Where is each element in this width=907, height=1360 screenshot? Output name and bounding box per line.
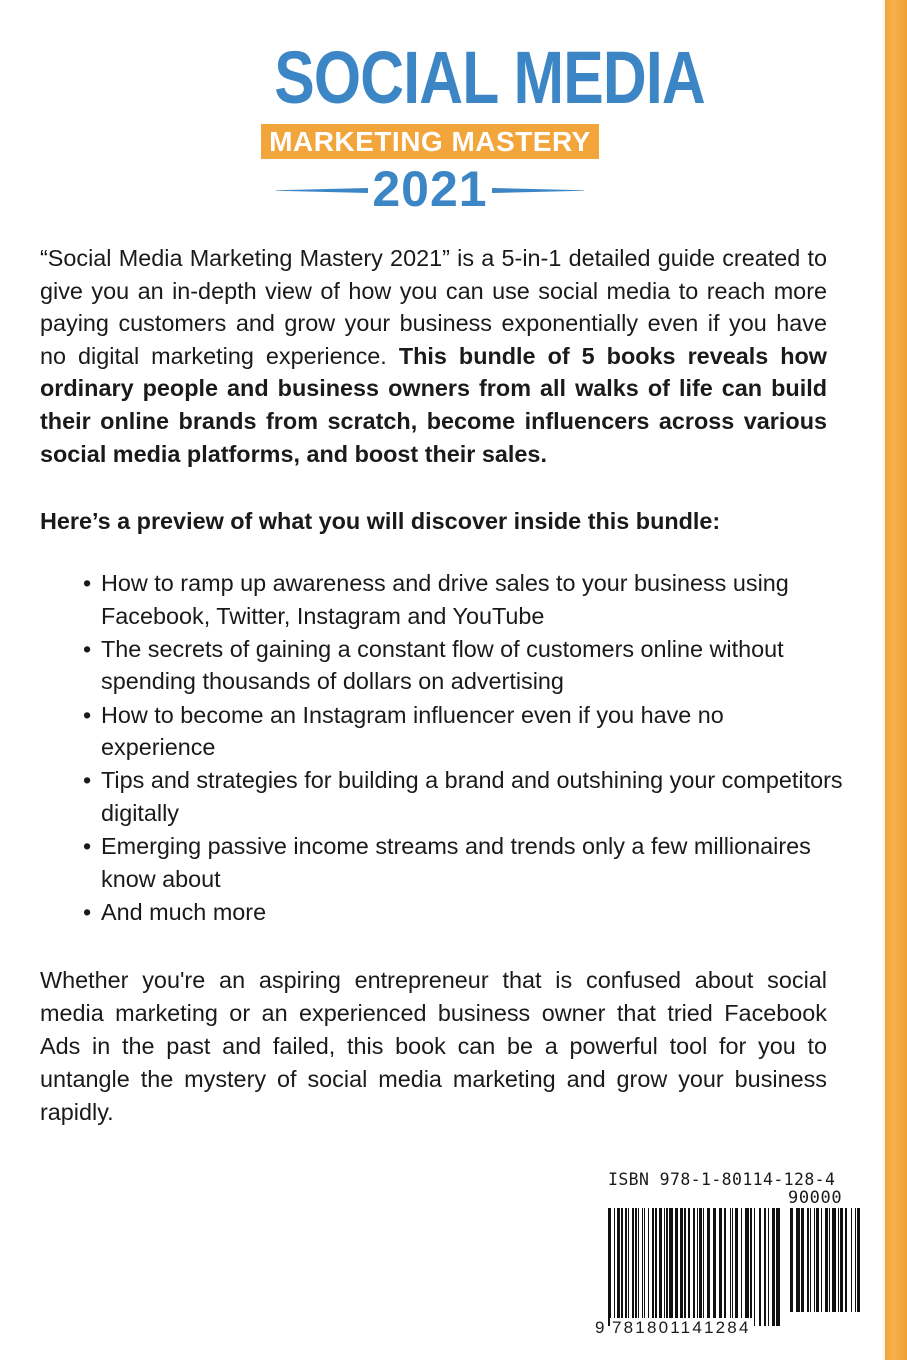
- barcode-bar: [829, 1208, 830, 1312]
- barcode-bar: [821, 1208, 822, 1312]
- ean-first-digit: 9: [595, 1318, 605, 1337]
- list-item-text: Tips and strategies for building a brand and outshining your competitors digitally: [101, 767, 843, 826]
- barcode-bar: [735, 1208, 738, 1326]
- barcode-bar: [628, 1208, 629, 1326]
- list-item: [83, 830, 843, 895]
- barcode-bar: [772, 1208, 775, 1326]
- list-item: [83, 764, 843, 829]
- barcode-bar: [659, 1208, 662, 1326]
- title-main: SOCIAL MEDIA: [274, 36, 705, 119]
- list-item-text: The secrets of gaining a constant flow of customers online without spending thousands of dollars on advertising: [101, 635, 784, 695]
- barcode-bar: [832, 1208, 836, 1312]
- barcode-bar: [713, 1208, 716, 1326]
- intro-bold: This bundle of 5 books reveals how ordinary people and business owners from all walks of life can build their online brands from scratch, become influencers across various social media platforms, and boost their sales.: [40, 342, 827, 467]
- barcode-bar: [707, 1208, 710, 1326]
- ean-digits: 781801141284: [612, 1318, 751, 1337]
- barcode-bar: [857, 1208, 860, 1312]
- bullet-dot-icon: •: [83, 898, 92, 925]
- barcode-bar: [684, 1208, 686, 1326]
- barcode-bar: [680, 1208, 683, 1326]
- barcode-bar: [741, 1208, 742, 1326]
- title-sub: MARKETING MASTERY: [269, 126, 591, 157]
- barcode-bar: [796, 1208, 800, 1312]
- bullet-dot-icon: •: [83, 635, 92, 662]
- barcode-bar: [816, 1208, 819, 1312]
- barcode-bar: [776, 1208, 780, 1326]
- barcode-bar: [675, 1208, 678, 1326]
- barcode-bar: [638, 1208, 639, 1326]
- year-row: [240, 163, 620, 215]
- barcode-bar: [617, 1208, 620, 1326]
- barcode-bar: [644, 1208, 645, 1326]
- barcode-bar: [840, 1208, 843, 1312]
- barcode-bar: [790, 1208, 793, 1312]
- barcode-bar: [838, 1208, 839, 1312]
- closing-paragraph: Whether you're an aspiring entrepreneur that is confused about social media marketing or an experienced business owner that tried Facebook Ads in the past and failed, this book can be a powerful tool for you to untangle the mystery of social media marketing and grow your business rapidly.: [40, 967, 827, 1125]
- barcode-bar: [732, 1208, 733, 1326]
- list-item: [83, 567, 843, 632]
- barcode-bar: [693, 1208, 695, 1326]
- barcode-bar: [642, 1208, 643, 1326]
- bullet-dot-icon: •: [83, 833, 92, 860]
- barcode-bar: [697, 1208, 698, 1326]
- barcode-bar: [625, 1208, 627, 1326]
- barcode-bar: [648, 1208, 649, 1326]
- list-item-text: How to ramp up awareness and drive sales to your business using Facebook, Twitter, Instagram and YouTube: [101, 570, 789, 629]
- barcode-bar: [724, 1208, 726, 1326]
- spine-stripe: [885, 0, 907, 1360]
- barcode-bar: [614, 1208, 615, 1326]
- barcode-bar: [688, 1208, 690, 1326]
- isbn-text: ISBN 978-1-80114-128-4: [608, 1170, 836, 1189]
- barcode-bar: [664, 1208, 665, 1326]
- intro-paragraph: [40, 242, 827, 470]
- list-item-text: And much more: [101, 898, 267, 925]
- barcode-bar: [745, 1208, 749, 1326]
- barcode-bar: [845, 1208, 847, 1312]
- barcode-bar: [666, 1208, 668, 1326]
- cover-title-block: [240, 36, 705, 217]
- bullet-dot-icon: •: [83, 701, 92, 728]
- barcode-bar: [764, 1208, 766, 1326]
- price-code: 90000: [788, 1188, 843, 1208]
- list-item: [83, 896, 843, 929]
- barcode-bar: [754, 1208, 755, 1326]
- barcode-bar: [635, 1208, 637, 1326]
- barcode-bar: [759, 1208, 761, 1326]
- barcode-bar: [669, 1208, 673, 1326]
- bullet-dot-icon: •: [83, 570, 92, 596]
- barcode-bar: [632, 1208, 634, 1326]
- list-item: [83, 633, 843, 698]
- intro-regular: “Social Media Marketing Mastery 2021” is a 5-in-1 detailed guide created to give you an in-depth view of how you can use social media to reach more paying customers and grow your business exponentially even if you have no digital marketing experience.: [40, 245, 827, 369]
- barcode-bar: [851, 1208, 852, 1312]
- title-sub-banner: [261, 124, 599, 159]
- list-item-text: Emerging passive income streams and trends only a few millionaires know about: [101, 833, 811, 892]
- barcode-bar: [730, 1208, 731, 1326]
- barcode-bar: [703, 1208, 704, 1326]
- barcode-bar: [855, 1208, 856, 1312]
- title-year: 2021: [372, 161, 488, 217]
- barcode-bar: [655, 1208, 657, 1326]
- barcode-bar: [801, 1208, 804, 1312]
- bullet-list: [83, 567, 843, 929]
- barcode-bar: [810, 1208, 811, 1312]
- isbn-barcode: [594, 1170, 870, 1346]
- barcode-bar: [750, 1208, 752, 1326]
- barcode-bar: [699, 1208, 702, 1326]
- barcode-bars: [594, 1208, 870, 1326]
- barcode-bar: [652, 1208, 654, 1326]
- bullet-dot-icon: •: [83, 767, 92, 794]
- barcode-bar: [719, 1208, 722, 1326]
- barcode-bar: [608, 1208, 611, 1326]
- list-item-text: How to become an Instagram influencer even if you have no experience: [101, 701, 724, 761]
- list-item: [83, 699, 843, 764]
- barcode-bar: [768, 1208, 769, 1326]
- barcode-bar: [807, 1208, 809, 1312]
- preview-heading: Here’s a preview of what you will discover inside this bundle:: [40, 508, 721, 534]
- barcode-bar: [814, 1208, 815, 1312]
- barcode-bar: [825, 1208, 828, 1312]
- barcode-bar: [621, 1208, 623, 1326]
